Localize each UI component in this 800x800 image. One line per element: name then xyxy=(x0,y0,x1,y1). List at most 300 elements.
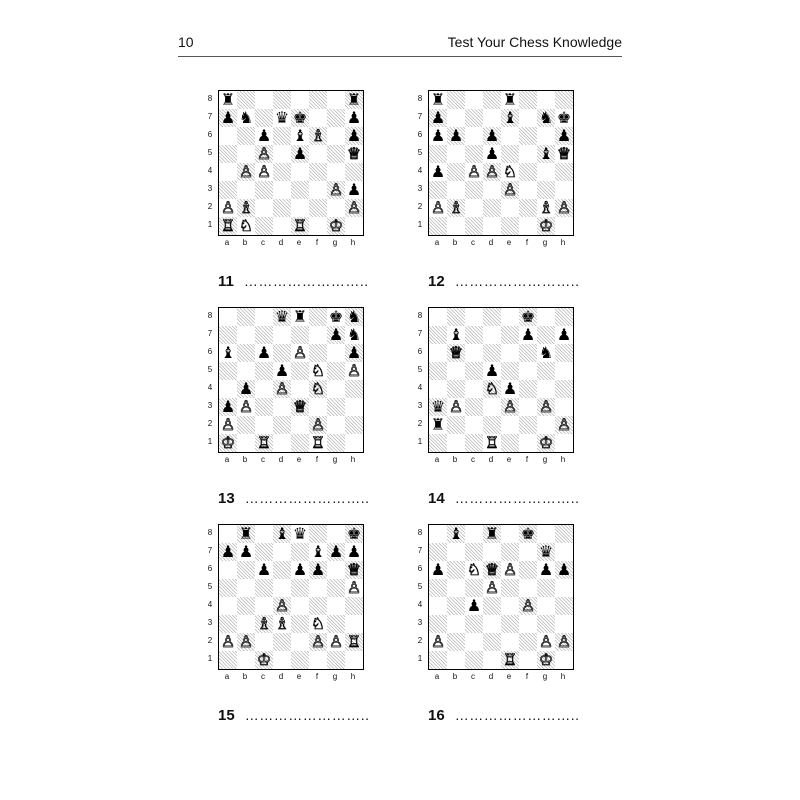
square-g6 xyxy=(327,127,345,145)
square-a5 xyxy=(219,579,237,597)
square-a6 xyxy=(429,344,447,362)
white-pawn-icon: ♙ xyxy=(220,198,236,217)
square-c2 xyxy=(465,199,483,217)
square-c6 xyxy=(255,127,273,145)
square-f5 xyxy=(519,362,537,380)
rank-label: 4 xyxy=(207,600,213,609)
square-c5 xyxy=(255,145,273,163)
white-knight-icon: ♘ xyxy=(310,361,326,380)
rank-label: 2 xyxy=(207,636,213,645)
square-f3 xyxy=(309,181,327,199)
square-h6 xyxy=(555,561,573,579)
puzzle-caption xyxy=(428,490,608,510)
square-g3 xyxy=(537,398,555,416)
square-g1 xyxy=(537,651,555,669)
square-b4 xyxy=(447,163,465,181)
square-g3 xyxy=(327,181,345,199)
file-label: d xyxy=(278,672,284,681)
square-g3 xyxy=(537,615,555,633)
square-a7 xyxy=(429,109,447,127)
square-f2 xyxy=(309,199,327,217)
square-b7 xyxy=(447,326,465,344)
square-e2 xyxy=(501,416,519,434)
white-pawn-icon: ♙ xyxy=(430,198,446,217)
square-c5 xyxy=(465,145,483,163)
rank-label: 2 xyxy=(417,419,423,428)
square-d1 xyxy=(273,217,291,235)
square-a4 xyxy=(219,380,237,398)
file-label: h xyxy=(560,455,566,464)
square-h4 xyxy=(555,163,573,181)
white-pawn-icon: ♙ xyxy=(292,343,308,362)
square-b5 xyxy=(447,579,465,597)
rank-label: 8 xyxy=(207,94,213,103)
white-knight-icon: ♘ xyxy=(484,379,500,398)
file-label: d xyxy=(488,238,494,247)
square-d6 xyxy=(273,344,291,362)
black-rook-icon: ♜ xyxy=(430,90,446,109)
white-queen-icon: ♕ xyxy=(556,144,572,163)
black-queen-icon: ♛ xyxy=(274,108,290,127)
square-e4 xyxy=(501,163,519,181)
puzzle-caption xyxy=(218,490,398,510)
square-c2 xyxy=(255,633,273,651)
square-e6 xyxy=(501,344,519,362)
square-c7 xyxy=(255,543,273,561)
black-rook-icon: ♜ xyxy=(346,90,362,109)
square-c7 xyxy=(465,326,483,344)
white-bishop-icon: ♗ xyxy=(310,126,326,145)
file-label: h xyxy=(350,672,356,681)
square-e5 xyxy=(291,362,309,380)
square-h2 xyxy=(555,199,573,217)
square-d6 xyxy=(273,127,291,145)
black-queen-icon: ♛ xyxy=(274,307,290,326)
square-e4 xyxy=(501,380,519,398)
white-king-icon: ♔ xyxy=(220,433,236,452)
white-bishop-icon: ♗ xyxy=(448,198,464,217)
black-knight-icon: ♞ xyxy=(538,343,554,362)
square-a1 xyxy=(219,217,237,235)
square-g8 xyxy=(537,91,555,109)
square-g4 xyxy=(537,597,555,615)
square-h6 xyxy=(555,127,573,145)
square-e5 xyxy=(501,579,519,597)
square-h4 xyxy=(555,380,573,398)
square-e2 xyxy=(291,633,309,651)
square-b6 xyxy=(447,561,465,579)
square-g5 xyxy=(327,362,345,380)
square-d5 xyxy=(483,579,501,597)
square-g7 xyxy=(537,109,555,127)
black-pawn-icon: ♟ xyxy=(220,397,236,416)
square-d2 xyxy=(273,416,291,434)
square-e7 xyxy=(501,543,519,561)
square-f1 xyxy=(309,434,327,452)
black-bishop-icon: ♝ xyxy=(502,108,518,127)
square-a3 xyxy=(429,615,447,633)
white-king-icon: ♔ xyxy=(256,650,272,669)
square-f3 xyxy=(309,615,327,633)
puzzle-number: 16 xyxy=(428,707,445,724)
square-b2 xyxy=(447,633,465,651)
rank-label: 4 xyxy=(207,383,213,392)
black-pawn-icon: ♟ xyxy=(538,560,554,579)
rank-label: 7 xyxy=(207,546,213,555)
black-knight-icon: ♞ xyxy=(238,108,254,127)
white-pawn-icon: ♙ xyxy=(220,632,236,651)
square-d8 xyxy=(273,91,291,109)
square-h8 xyxy=(345,91,363,109)
black-bishop-icon: ♝ xyxy=(448,325,464,344)
square-c3 xyxy=(255,615,273,633)
white-bishop-icon: ♗ xyxy=(538,198,554,217)
page-number: 10 xyxy=(178,34,194,50)
square-f1 xyxy=(519,651,537,669)
square-e8 xyxy=(291,525,309,543)
square-h1 xyxy=(345,217,363,235)
square-e1 xyxy=(291,651,309,669)
square-g8 xyxy=(327,525,345,543)
square-c8 xyxy=(465,525,483,543)
square-d3 xyxy=(273,181,291,199)
square-g5 xyxy=(537,145,555,163)
square-f7 xyxy=(309,543,327,561)
square-d5 xyxy=(483,145,501,163)
square-f8 xyxy=(309,308,327,326)
square-b8 xyxy=(447,525,465,543)
square-e7 xyxy=(501,109,519,127)
square-d3 xyxy=(273,615,291,633)
black-pawn-icon: ♟ xyxy=(346,542,362,561)
rank-label: 7 xyxy=(207,329,213,338)
rank-label: 7 xyxy=(207,112,213,121)
black-bishop-icon: ♝ xyxy=(538,144,554,163)
white-queen-icon: ♕ xyxy=(448,343,464,362)
square-d1 xyxy=(483,217,501,235)
square-d5 xyxy=(273,362,291,380)
square-e7 xyxy=(291,109,309,127)
square-f5 xyxy=(309,579,327,597)
rank-label: 1 xyxy=(207,220,213,229)
file-label: a xyxy=(434,672,440,681)
square-h1 xyxy=(345,651,363,669)
file-label: c xyxy=(261,455,265,464)
square-a6 xyxy=(429,561,447,579)
file-label: a xyxy=(224,455,230,464)
square-b6 xyxy=(447,127,465,145)
white-rook-icon: ♖ xyxy=(292,216,308,235)
square-c2 xyxy=(465,633,483,651)
square-e7 xyxy=(291,543,309,561)
rank-label: 6 xyxy=(207,564,213,573)
black-bishop-icon: ♝ xyxy=(310,542,326,561)
square-d7 xyxy=(273,109,291,127)
square-g5 xyxy=(537,579,555,597)
square-c7 xyxy=(465,109,483,127)
black-queen-icon: ♛ xyxy=(538,542,554,561)
square-d8 xyxy=(273,525,291,543)
square-g8 xyxy=(327,308,345,326)
square-g2 xyxy=(537,633,555,651)
square-b3 xyxy=(237,398,255,416)
square-h5 xyxy=(345,362,363,380)
square-a8 xyxy=(219,308,237,326)
square-f4 xyxy=(309,380,327,398)
answer-line: …………………….. xyxy=(454,707,580,723)
answer-line: …………………….. xyxy=(244,490,370,506)
square-h5 xyxy=(555,145,573,163)
black-queen-icon: ♛ xyxy=(292,524,308,543)
black-pawn-icon: ♟ xyxy=(520,325,536,344)
square-f2 xyxy=(309,416,327,434)
square-f3 xyxy=(519,398,537,416)
black-pawn-icon: ♟ xyxy=(238,379,254,398)
square-a4 xyxy=(429,597,447,615)
white-rook-icon: ♖ xyxy=(256,433,272,452)
white-bishop-icon: ♗ xyxy=(238,198,254,217)
white-pawn-icon: ♙ xyxy=(220,415,236,434)
file-label: a xyxy=(434,238,440,247)
white-pawn-icon: ♙ xyxy=(274,379,290,398)
square-e4 xyxy=(291,380,309,398)
rank-labels xyxy=(414,90,426,234)
square-b6 xyxy=(237,344,255,362)
square-g6 xyxy=(537,561,555,579)
white-pawn-icon: ♙ xyxy=(538,632,554,651)
white-knight-icon: ♘ xyxy=(310,614,326,633)
square-c4 xyxy=(465,597,483,615)
square-e2 xyxy=(291,199,309,217)
square-b6 xyxy=(237,561,255,579)
square-h8 xyxy=(555,525,573,543)
white-pawn-icon: ♙ xyxy=(520,596,536,615)
black-pawn-icon: ♟ xyxy=(256,343,272,362)
square-h7 xyxy=(555,543,573,561)
puzzle-caption xyxy=(428,273,608,293)
file-label: e xyxy=(506,455,512,464)
square-e1 xyxy=(501,651,519,669)
square-e7 xyxy=(291,326,309,344)
square-d8 xyxy=(483,525,501,543)
puzzle-number: 13 xyxy=(218,490,235,507)
file-label: c xyxy=(471,238,475,247)
rank-label: 5 xyxy=(207,148,213,157)
square-a2 xyxy=(219,199,237,217)
square-h1 xyxy=(555,651,573,669)
rank-label: 6 xyxy=(207,130,213,139)
square-b5 xyxy=(447,362,465,380)
square-f3 xyxy=(309,398,327,416)
square-d1 xyxy=(273,651,291,669)
square-f1 xyxy=(309,651,327,669)
square-f6 xyxy=(519,344,537,362)
square-c5 xyxy=(255,362,273,380)
square-h6 xyxy=(345,127,363,145)
file-label: c xyxy=(471,672,475,681)
square-e1 xyxy=(501,217,519,235)
square-a7 xyxy=(219,326,237,344)
file-label: b xyxy=(242,672,248,681)
file-label: h xyxy=(350,455,356,464)
black-pawn-icon: ♟ xyxy=(346,108,362,127)
black-pawn-icon: ♟ xyxy=(220,542,236,561)
black-queen-icon: ♛ xyxy=(430,397,446,416)
square-e8 xyxy=(501,525,519,543)
square-a3 xyxy=(429,398,447,416)
square-f7 xyxy=(309,109,327,127)
square-h4 xyxy=(555,597,573,615)
square-d6 xyxy=(483,561,501,579)
white-rook-icon: ♖ xyxy=(310,433,326,452)
square-c4 xyxy=(465,163,483,181)
square-e6 xyxy=(291,127,309,145)
square-a8 xyxy=(429,91,447,109)
square-f5 xyxy=(309,362,327,380)
square-d7 xyxy=(483,543,501,561)
square-e3 xyxy=(501,398,519,416)
square-h5 xyxy=(345,145,363,163)
square-a1 xyxy=(219,651,237,669)
white-queen-icon: ♕ xyxy=(484,560,500,579)
rank-label: 1 xyxy=(207,654,213,663)
square-b4 xyxy=(447,597,465,615)
square-b7 xyxy=(237,109,255,127)
square-g8 xyxy=(327,91,345,109)
square-c2 xyxy=(255,199,273,217)
square-c1 xyxy=(255,434,273,452)
square-b8 xyxy=(237,308,255,326)
square-c5 xyxy=(255,579,273,597)
square-f8 xyxy=(519,308,537,326)
square-h8 xyxy=(345,525,363,543)
white-bishop-icon: ♗ xyxy=(274,614,290,633)
square-f5 xyxy=(309,145,327,163)
square-a7 xyxy=(219,543,237,561)
square-e3 xyxy=(501,181,519,199)
square-c6 xyxy=(465,127,483,145)
rank-label: 2 xyxy=(207,419,213,428)
square-f5 xyxy=(519,145,537,163)
square-f6 xyxy=(519,561,537,579)
square-e2 xyxy=(501,199,519,217)
square-b8 xyxy=(447,308,465,326)
square-f8 xyxy=(309,91,327,109)
square-e7 xyxy=(501,326,519,344)
square-a3 xyxy=(219,398,237,416)
chess-board xyxy=(218,524,364,670)
square-c2 xyxy=(255,416,273,434)
square-h8 xyxy=(555,91,573,109)
white-king-icon: ♔ xyxy=(328,216,344,235)
square-f2 xyxy=(519,633,537,651)
square-b6 xyxy=(237,127,255,145)
white-rook-icon: ♖ xyxy=(502,650,518,669)
square-f2 xyxy=(309,633,327,651)
square-e5 xyxy=(291,579,309,597)
square-c1 xyxy=(465,217,483,235)
square-f3 xyxy=(519,615,537,633)
black-pawn-icon: ♟ xyxy=(556,325,572,344)
square-f1 xyxy=(309,217,327,235)
square-h1 xyxy=(345,434,363,452)
square-a5 xyxy=(219,145,237,163)
square-c1 xyxy=(465,651,483,669)
rank-label: 7 xyxy=(417,329,423,338)
square-b5 xyxy=(447,145,465,163)
square-b7 xyxy=(447,109,465,127)
white-rook-icon: ♖ xyxy=(346,632,362,651)
square-d6 xyxy=(483,127,501,145)
white-pawn-icon: ♙ xyxy=(346,361,362,380)
square-h2 xyxy=(555,416,573,434)
black-pawn-icon: ♟ xyxy=(328,325,344,344)
white-king-icon: ♔ xyxy=(538,650,554,669)
square-h1 xyxy=(555,217,573,235)
rank-label: 1 xyxy=(207,437,213,446)
rank-label: 1 xyxy=(417,437,423,446)
square-g7 xyxy=(327,109,345,127)
file-label: d xyxy=(488,455,494,464)
square-e6 xyxy=(501,127,519,145)
rank-label: 8 xyxy=(207,528,213,537)
square-d7 xyxy=(483,109,501,127)
file-labels xyxy=(428,671,572,683)
chess-board xyxy=(428,307,574,453)
square-c7 xyxy=(255,326,273,344)
rank-label: 6 xyxy=(207,347,213,356)
rank-label: 4 xyxy=(417,600,423,609)
square-c8 xyxy=(255,308,273,326)
square-h7 xyxy=(555,326,573,344)
square-c5 xyxy=(465,362,483,380)
black-king-icon: ♚ xyxy=(292,108,308,127)
square-h2 xyxy=(345,416,363,434)
square-a2 xyxy=(219,416,237,434)
square-h2 xyxy=(555,633,573,651)
chess-board xyxy=(218,90,364,236)
square-d8 xyxy=(273,308,291,326)
square-h7 xyxy=(555,109,573,127)
chess-board xyxy=(428,90,574,236)
square-e6 xyxy=(291,344,309,362)
square-f3 xyxy=(519,181,537,199)
square-h3 xyxy=(555,398,573,416)
square-h5 xyxy=(555,579,573,597)
square-a8 xyxy=(429,308,447,326)
file-label: e xyxy=(296,672,302,681)
black-pawn-icon: ♟ xyxy=(556,126,572,145)
black-pawn-icon: ♟ xyxy=(346,126,362,145)
rank-label: 5 xyxy=(417,582,423,591)
rank-label: 1 xyxy=(417,654,423,663)
rank-label: 7 xyxy=(417,546,423,555)
file-labels xyxy=(218,454,362,466)
black-pawn-icon: ♟ xyxy=(256,126,272,145)
square-h3 xyxy=(345,615,363,633)
square-a4 xyxy=(429,163,447,181)
black-pawn-icon: ♟ xyxy=(448,126,464,145)
square-b7 xyxy=(237,326,255,344)
square-d8 xyxy=(483,308,501,326)
rank-labels xyxy=(414,307,426,451)
square-a2 xyxy=(429,416,447,434)
square-e3 xyxy=(291,615,309,633)
white-king-icon: ♔ xyxy=(538,433,554,452)
rank-label: 1 xyxy=(417,220,423,229)
chess-board xyxy=(428,524,574,670)
square-a4 xyxy=(429,380,447,398)
